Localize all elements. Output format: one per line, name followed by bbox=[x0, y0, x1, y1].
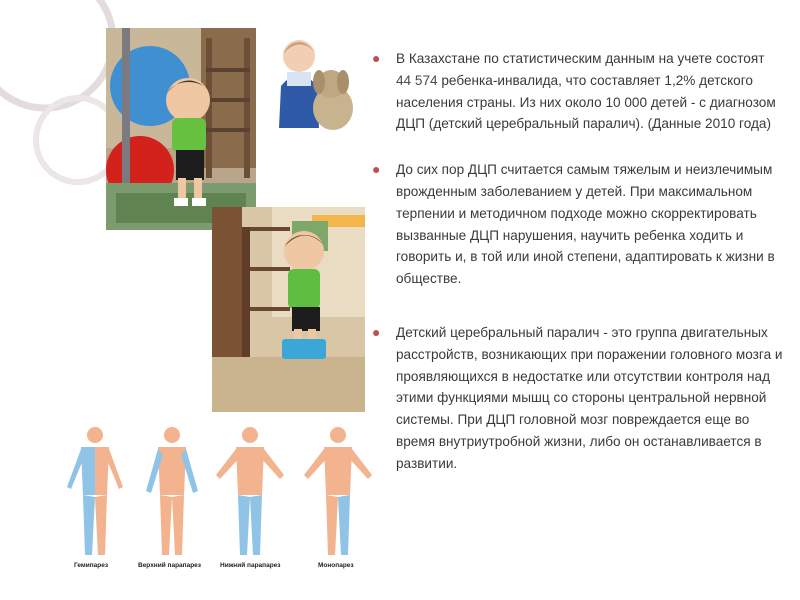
figure-lower-paraparesis bbox=[216, 427, 284, 555]
bullet-severity bbox=[368, 159, 783, 290]
anatomy-figures-svg bbox=[60, 425, 390, 575]
bullet-definition bbox=[368, 322, 783, 475]
bullet-1-highlight: 44 574 bbox=[396, 72, 438, 88]
photo-child-wall-bars bbox=[106, 28, 256, 230]
figure-upper-paraparesis bbox=[146, 427, 198, 555]
decorative-rings bbox=[0, 0, 120, 220]
text-column bbox=[368, 44, 783, 475]
bullet-1-text-after: ребенка-инвалида, что составляет 1,2% детского населения страны. Из них около 10 000 детей - с диагнозом ДЦП (детский церебральный паралич). (Данные 2010 года) bbox=[396, 72, 776, 132]
bullet-2-text: До сих пор ДЦП считается самым тяжелым и неизлечимым врожденным заболеванием у детей. При максимальном терпении и методичном подходе можно скорректировать вызванные ДЦП нарушения, научить ребенка ходить и говорить и, в той или иной степени, адаптировать к жизни в обществе. bbox=[396, 162, 775, 287]
anatomy-paresis-figures bbox=[60, 425, 390, 575]
bullet-statistics bbox=[368, 48, 783, 135]
photo-child-standing-bars bbox=[212, 207, 365, 412]
label-hemiparesis: Гемипарез bbox=[74, 562, 109, 569]
bullet-marker: ● bbox=[372, 323, 381, 340]
bullet-marker: ● bbox=[372, 50, 381, 66]
bullet-marker: ● bbox=[372, 161, 381, 178]
figure-monoparesis bbox=[304, 427, 372, 555]
label-monoparesis: Монопарез bbox=[318, 562, 354, 569]
label-upper-paraparesis: Верхний парапарез bbox=[138, 562, 202, 569]
figure-hemiparesis bbox=[67, 427, 123, 555]
bullet-3-text: Детский церебральный паралич - это группа двигательных расстройств, возникающих при поражении головного мозга и проявляющихся в недостатке или отсутствии контроля над этими функциями мышц со стороны центральной нервной системы. При ДЦП головной мозг повреждается еще во время внутриутробной жизни, либо он останавливается в развитии. bbox=[396, 324, 783, 471]
bullet-1-text-before: В Казахстане по статистическим данным на учете состоят bbox=[396, 51, 765, 66]
photo-child-with-toy bbox=[259, 28, 365, 134]
label-lower-paraparesis: Нижний парапарез bbox=[220, 562, 281, 569]
